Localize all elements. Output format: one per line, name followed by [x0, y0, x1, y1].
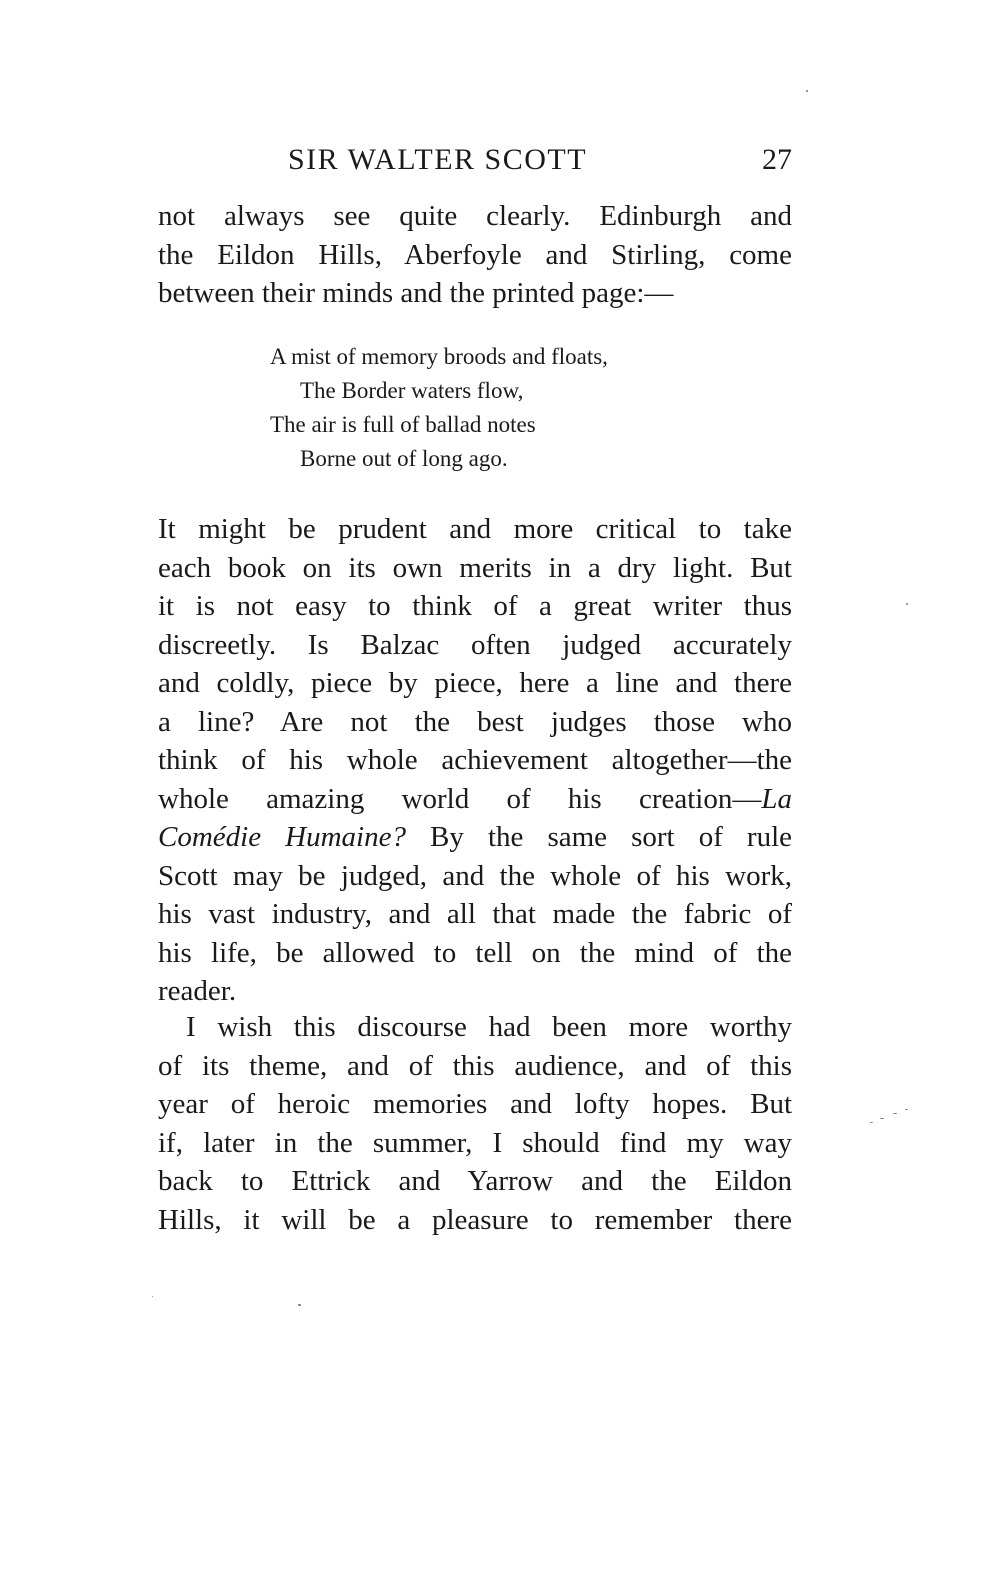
page-header: [158, 138, 792, 182]
text-segment: By the same sort of rule: [405, 821, 793, 853]
scan-speck: [880, 1118, 884, 1119]
verse-line: Borne out of long ago.: [300, 446, 508, 471]
scan-speck: [906, 603, 908, 605]
text-line: and coldly, piece by piece, here a line and there: [158, 667, 792, 699]
scan-speck: [806, 90, 808, 92]
text-line: not always see quite clearly. Edinburgh and: [158, 200, 792, 232]
text-line: Hills, it will be a pleasure to remember there: [158, 1203, 792, 1236]
text-line: I wish this discourse had been more worthy: [186, 1011, 792, 1043]
text-line: think of his whole achievement altogether—the: [158, 744, 792, 776]
text-line: a line? Are not the best judges those who: [158, 705, 792, 738]
text-line: discreetly. Is Balzac often judged accurately: [158, 628, 792, 661]
text-line: it is not easy to think of a great writer thus: [158, 590, 792, 622]
italic-title-segment: Comédie Humaine?: [158, 821, 406, 853]
scan-speck: [870, 1122, 873, 1123]
text-line: his life, be allowed to tell on the mind of the: [158, 936, 792, 969]
text-line: reader.: [158, 975, 237, 1007]
text-line: of its theme, and of this audience, and of this: [158, 1049, 792, 1082]
text-line: each book on its own merits in a dry light. But: [158, 551, 792, 584]
text-line: if, later in the summer, I should find my way: [158, 1126, 792, 1159]
text-line: [158, 818, 792, 857]
paragraph-2: [158, 510, 792, 1011]
verse-line: A mist of memory broods and floats,: [270, 344, 608, 369]
text-line: year of heroic memories and lofty hopes. But: [158, 1088, 792, 1120]
scan-speck: [905, 1109, 908, 1110]
text-line: back to Ettrick and Yarrow and the Eildon: [158, 1165, 792, 1197]
paragraph-3: [158, 1008, 792, 1239]
text-line: his vast industry, and all that made the fabric of: [158, 898, 792, 930]
scan-speck: [152, 1296, 153, 1297]
text-segment: whole amazing world of his creation—: [158, 782, 762, 815]
verse-line: The Border waters flow,: [300, 378, 524, 403]
paragraph-1: [158, 197, 792, 313]
italic-title-segment: La: [761, 782, 792, 815]
page-number: 27: [762, 143, 792, 176]
running-title: SIR WALTER SCOTT: [288, 143, 588, 176]
text-line: the Eildon Hills, Aberfoyle and Stirling, come: [158, 238, 792, 271]
scan-speck: [298, 1304, 301, 1306]
text-line: It might be prudent and more critical to take: [158, 513, 792, 545]
text-line: [158, 780, 792, 819]
text-line: Scott may be judged, and the whole of his work,: [158, 859, 792, 892]
verse-quotation: [270, 340, 608, 476]
verse-line: The air is full of ballad notes: [270, 412, 536, 437]
scan-speck: [893, 1113, 897, 1114]
text-line: between their minds and the printed page:—: [158, 277, 674, 309]
